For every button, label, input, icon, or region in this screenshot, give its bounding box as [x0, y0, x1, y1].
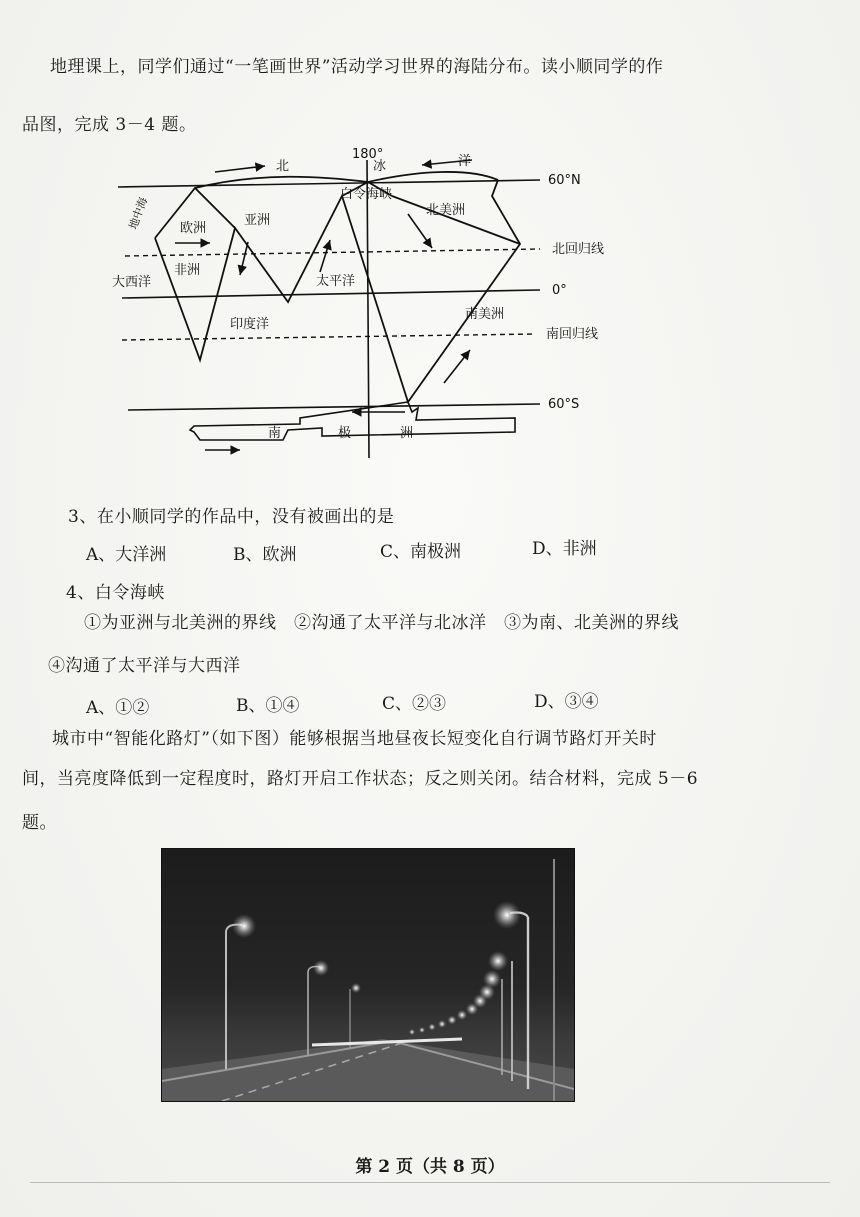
q3-option-d[interactable]: D、非洲 [532, 539, 597, 559]
world-sketch-map [0, 0, 860, 470]
equator-line [122, 290, 540, 298]
label-pacific: 太平洋 [316, 274, 356, 289]
arrow-asia-down [240, 242, 248, 275]
intro-1-line-2: 品图，完成 3－4 题。 [22, 115, 197, 135]
q4-statements-line-1: ①为亚洲与北美洲的界线 ②沟通了太平洋与北冰洋 ③为南、北美洲的界线 [84, 613, 679, 633]
label-asia: 亚洲 [244, 213, 271, 228]
label-antarctica-2: 极 [338, 426, 352, 441]
label-ocean-top-mid: 冰 [373, 159, 387, 174]
q4-option-b[interactable]: B、①④ [236, 696, 300, 716]
q3-option-c[interactable]: C、南极洲 [380, 542, 462, 562]
label-ocean-top-left: 北 [276, 159, 290, 174]
arrow-south-america [444, 350, 470, 383]
q3-stem: 3、在小顺同学的作品中，没有被画出的是 [68, 507, 395, 527]
intro-1-line-1: 地理课上，同学们通过“一笔画世界”活动学习世界的海陆分布。读小顺同学的作 [50, 57, 664, 77]
q4-stem: 4、白令海峡 [66, 583, 165, 603]
label-antarctica-1: 南 [268, 426, 282, 441]
latitude-60n-line [118, 180, 540, 187]
q3-option-a[interactable]: A、大洋洲 [86, 545, 167, 565]
arrow-north-america [408, 214, 432, 248]
label-tropic-n: 北回归线 [552, 242, 605, 257]
footer-divider [30, 1182, 830, 1183]
arrow-pacific-up [320, 240, 330, 272]
latitude-60s-line [128, 404, 540, 410]
arrow-arctic-left [215, 166, 265, 172]
q4-statements-line-2: ④沟通了太平洋与大西洋 [48, 656, 241, 676]
q4-option-c[interactable]: C、②③ [382, 694, 447, 714]
label-africa: 非洲 [174, 263, 201, 278]
label-south-america: 南美洲 [465, 307, 505, 322]
label-tropic-s: 南回归线 [546, 327, 599, 342]
label-equator: 0° [552, 283, 567, 298]
label-atlantic: 大西洋 [112, 275, 152, 290]
label-60s: 60°S [548, 397, 580, 412]
label-north-america: 北美洲 [426, 203, 466, 218]
label-ocean-top-right: 洋 [458, 154, 472, 169]
intro-2-line-2: 间，当亮度降低到一定程度时，路灯开启工作状态；反之则关闭。结合材料，完成 5－6 [22, 769, 699, 789]
q4-option-a[interactable]: A、①② [86, 698, 150, 718]
label-indian: 印度洋 [230, 317, 270, 332]
label-europe: 欧洲 [180, 221, 207, 236]
q4-option-d[interactable]: D、③④ [534, 692, 599, 712]
q3-option-b[interactable]: B、欧洲 [233, 545, 297, 565]
street-light-scene [162, 849, 574, 1101]
meridian-label: 180° [352, 147, 384, 162]
intro-2-line-3: 题。 [22, 813, 57, 833]
street-light-photo [161, 848, 575, 1102]
label-60n: 60°N [548, 173, 581, 188]
tropic-of-capricorn-line [122, 334, 535, 340]
meridian-180-line [367, 160, 369, 458]
label-sea: 地中海 [126, 195, 151, 232]
intro-2-line-1: 城市中“智能化路灯”（如下图）能够根据当地昼夜长短变化自行调节路灯开关时 [52, 729, 657, 749]
tropic-of-cancer-line [125, 249, 540, 256]
label-strait: 白令海峡 [340, 187, 393, 202]
label-antarctica-3: 洲 [400, 426, 414, 441]
page-number-footer: 第 2 页（共 8 页） [355, 1157, 505, 1177]
